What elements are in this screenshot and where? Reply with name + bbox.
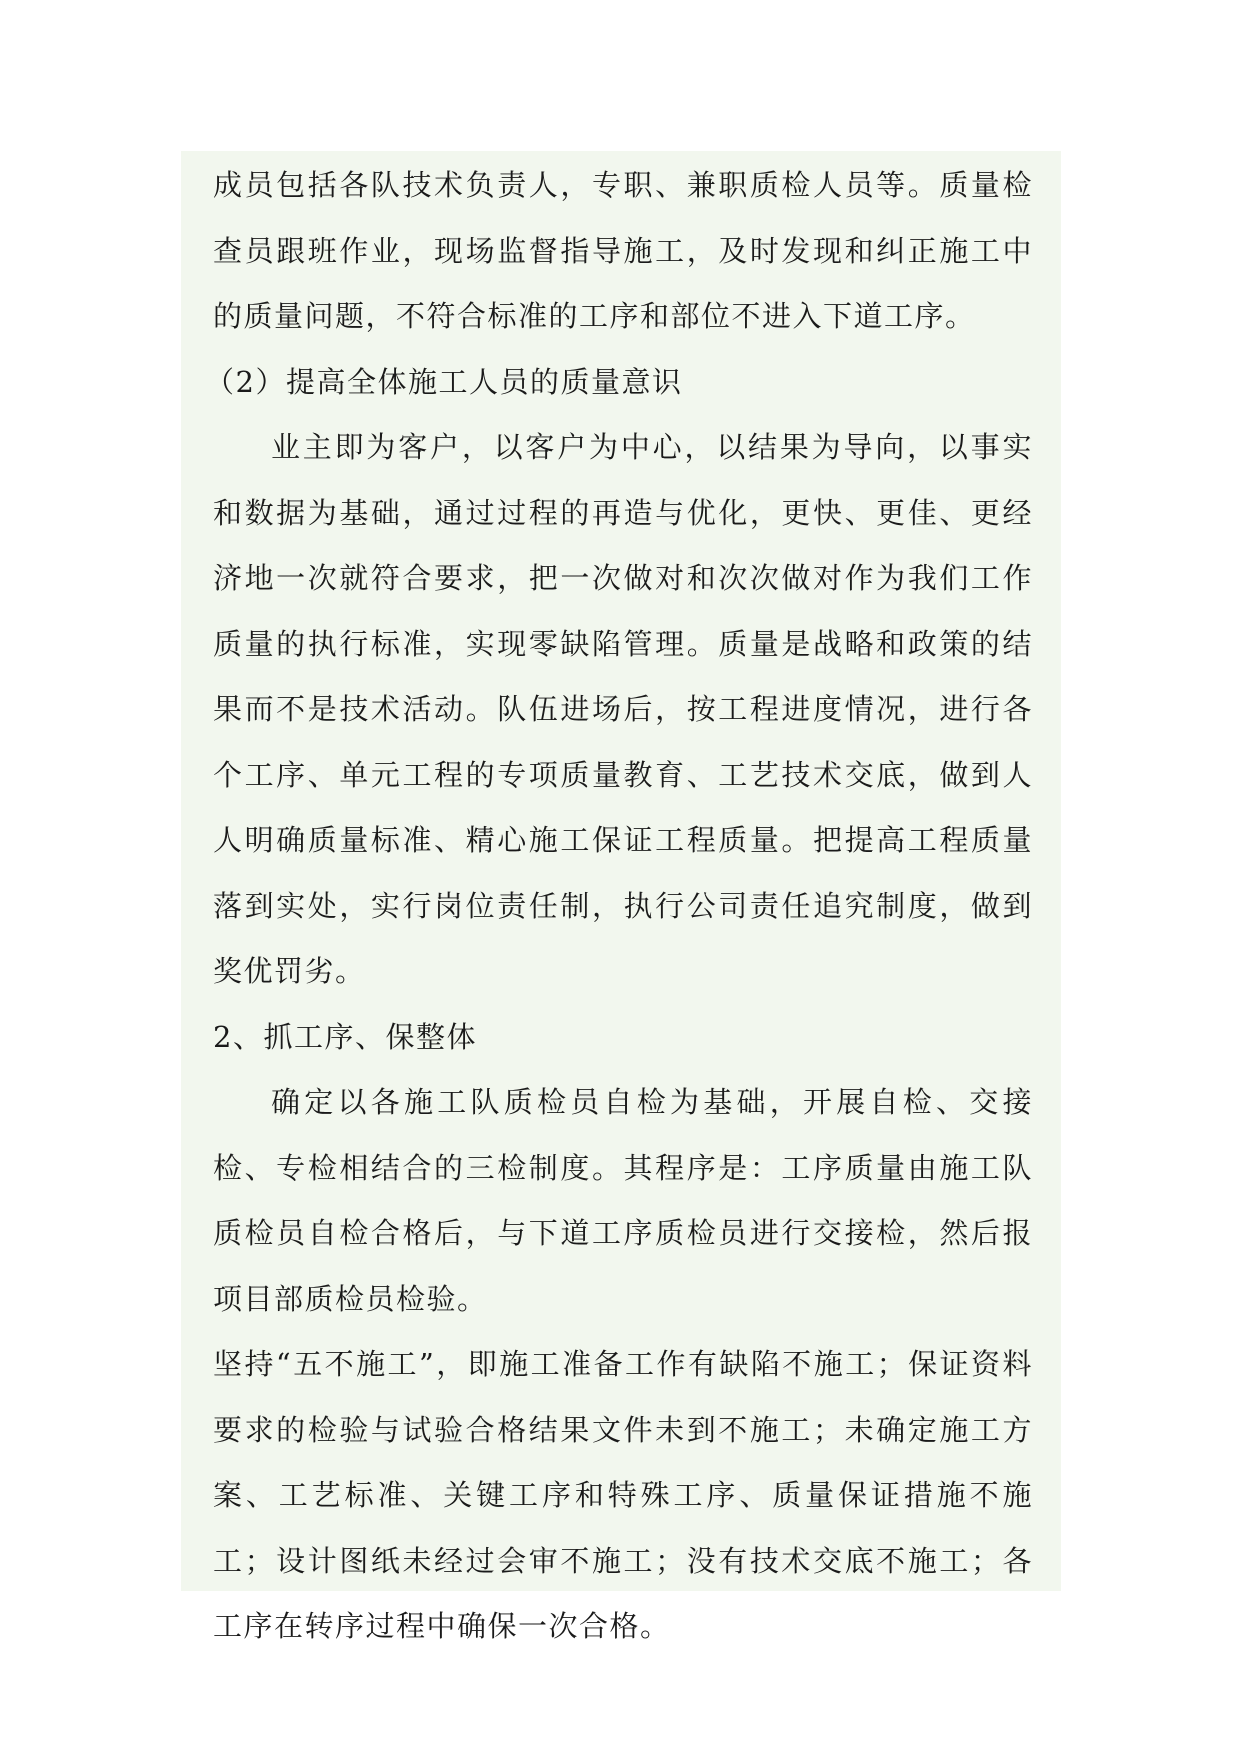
section-heading-process-control: 2、抓工序、保整体 (213, 1019, 477, 1054)
section-heading-quality-awareness: （2）提高全体施工人员的质量意识 (205, 364, 683, 399)
paragraph-continuation: 成员包括各队技术负责人，专职、兼职质检人员等。质量检查员跟班作业，现场监督指导施工，及时发现和纠正施工中的质量问题，不符合标准的工序和部位不进入下道工序。 (213, 168, 1033, 333)
paragraph-five-no-construction: 坚持“五不施工”，即施工准备工作有缺陷不施工；保证资料要求的检验与试验合格结果文件未到不施工；未确定施工方案、工艺标准、关键工序和特殊工序、质量保证措施不施工；设计图纸未经过会审不施工；没有技术交底不施工；各工序在转序过程中确保一次合格。 (213, 1347, 1033, 1643)
paragraph-customer-focus: 业主即为客户，以客户为中心，以结果为导向，以事实和数据为基础，通过过程的再造与优化，更快、更佳、更经济地一次就符合要求，把一次做对和次次做对作为我们工作质量的执行标准，实现零缺陷管理。质量是战略和政策的结果而不是技术活动。队伍进场后，按工程进度情况，进行各个工序、单元工程的专项质量教育、工艺技术交底，做到人人明确质量标准、精心施工保证工程质量。把提高工程质量落到实处，实行岗位责任制，执行公司责任追究制度，做到奖优罚劣。 (213, 430, 1033, 988)
paragraph-three-inspection: 确定以各施工队质检员自检为基础，开展自检、交接检、专检相结合的三检制度。其程序是：工序质量由施工队质检员自检合格后，与下道工序质检员进行交接检，然后报项目部质检员检验。 (213, 1085, 1033, 1316)
document-body (205, 153, 1033, 1660)
